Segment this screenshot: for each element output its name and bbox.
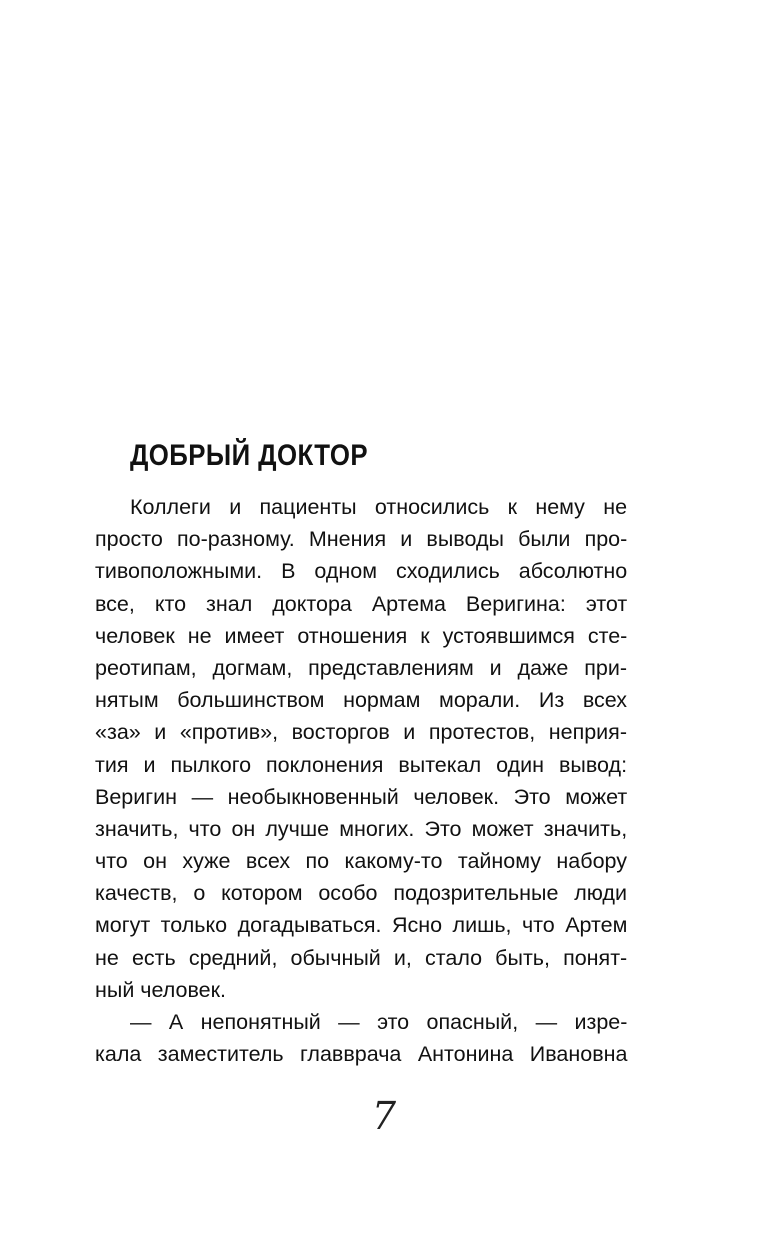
text-line: Веригин — необыкновенный человек. Это может [95,784,628,809]
body-text [95,491,627,1070]
text-line: Коллеги и пациенты относились к нему не [130,495,628,519]
text-line: все, кто знал доктора Артема Веригина: этот [95,591,628,616]
text-line: — А непонятный — это опасный, — изре- [130,1010,628,1034]
text-line: кала заместитель главврача Антонина Ивановна [95,1042,628,1067]
text-line: что он хуже всех по какому-то тайному набору [95,849,627,874]
text-line: нятым большинством нормам морали. Из всех [95,688,627,713]
text-line: просто по-разному. Мнения и выводы были про- [95,527,628,552]
text-line: могут только догадываться. Ясно лишь, что Артем [95,913,628,938]
text-line: не есть средний, обычный и, стало быть, понят- [95,945,628,970]
text-line: тивоположными. В одном сходились абсолютно [95,559,628,584]
text-line: тия и пылкого поклонения вытекал один вывод: [95,752,628,777]
text-line: значить, что он лучше многих. Это может значить, [95,816,628,841]
text-line: качеств, о котором особо подозрительные люди [95,881,627,906]
paragraph-1 [95,491,627,1006]
text-line: «за» и «против», восторгов и протестов, неприя- [95,720,627,745]
text-line: человек не имеет отношения к устоявшимся сте- [95,623,628,648]
page-number: 7 [371,1094,397,1138]
text-line: ный человек. [95,977,227,1002]
paragraph-2 [95,1006,627,1070]
text-line: реотипам, догмам, представлениям и даже при- [95,655,627,680]
chapter-title: ДОБРЫЙ ДОКТОР [130,439,368,472]
